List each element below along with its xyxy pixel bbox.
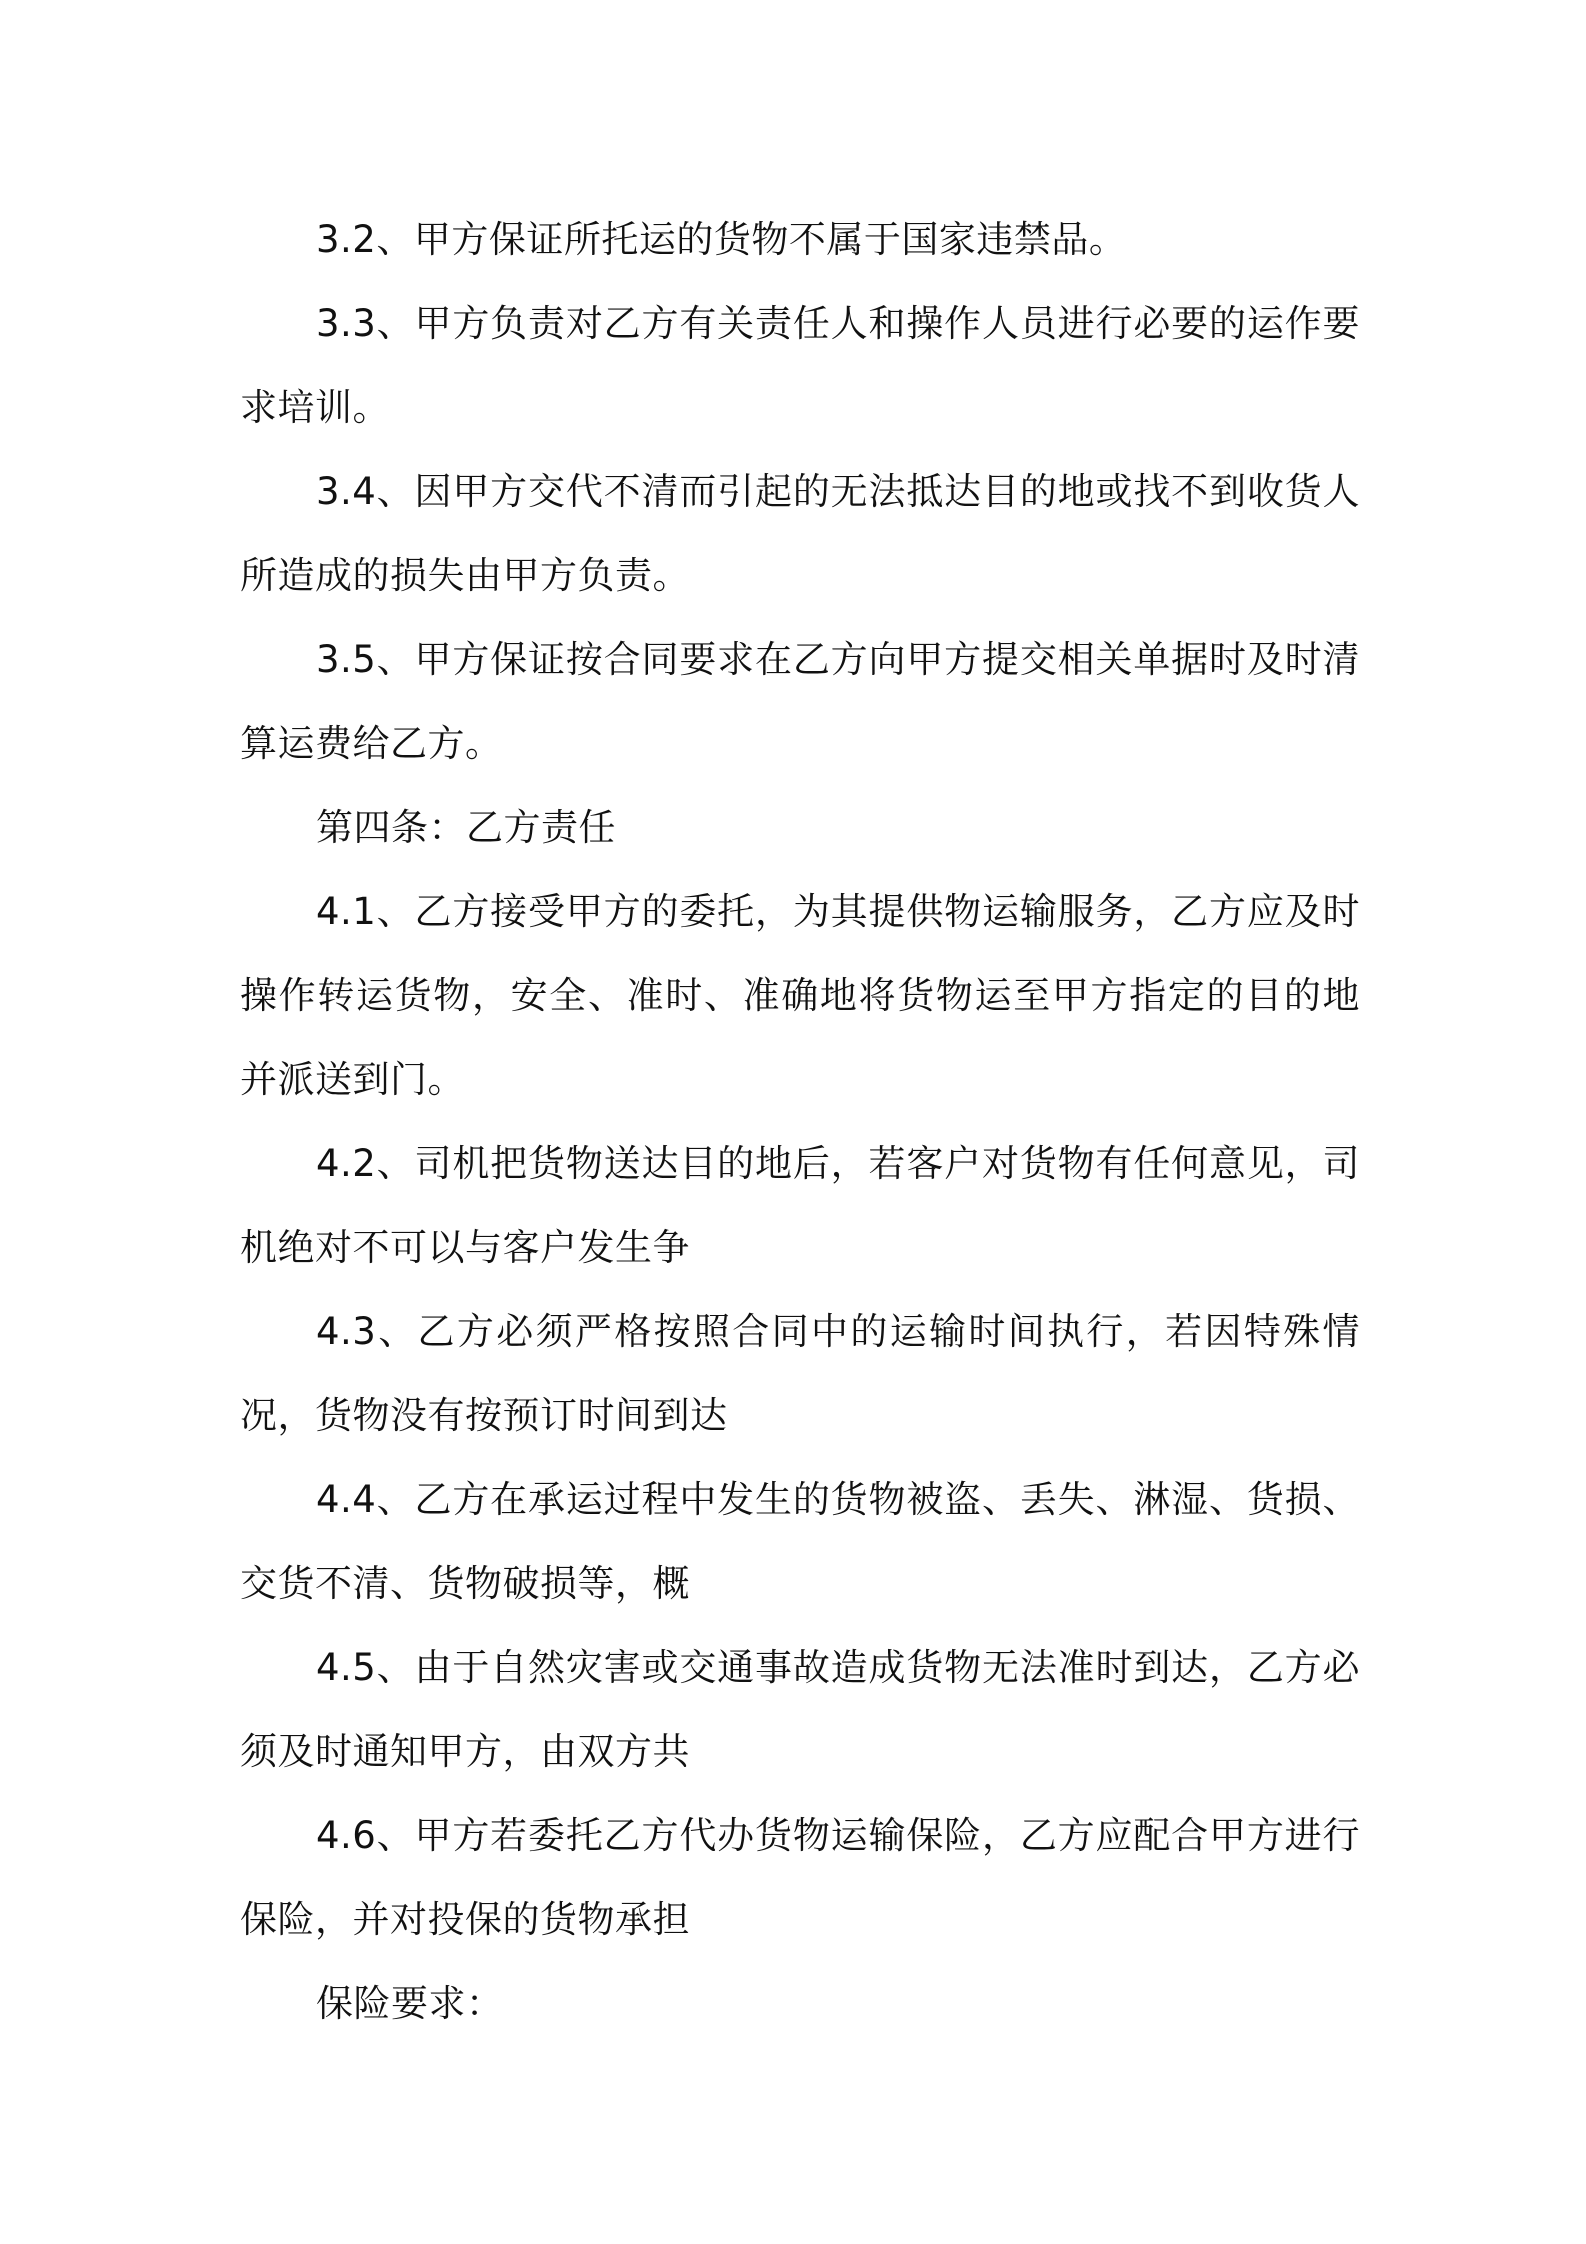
clause-4-5: 4.5、由于自然灾害或交通事故造成货物无法准时到达，乙方必须及时通知甲方，由双方共	[240, 1646, 1360, 1773]
clause-3-5: 3.5、甲方保证按合同要求在乙方向甲方提交相关单据时及时清算运费给乙方。	[240, 638, 1360, 765]
clause-3-3: 3.3、甲方负责对乙方有关责任人和操作人员进行必要的运作要求培训。	[240, 302, 1360, 429]
clause-4-3: 4.3、乙方必须严格按照合同中的运输时间执行，若因特殊情况，货物没有按预订时间到达	[240, 1310, 1360, 1437]
clause-4-6: 4.6、甲方若委托乙方代办货物运输保险，乙方应配合甲方进行保险，并对投保的货物承担	[240, 1814, 1360, 1941]
insurance-requirements-heading: 保险要求：	[316, 1982, 504, 2025]
clause-4-4: 4.4、乙方在承运过程中发生的货物被盗、丢失、淋湿、货损、交货不清、货物破损等，概	[240, 1478, 1360, 1605]
document-body	[240, 198, 1360, 2046]
clause-4-2: 4.2、司机把货物送达目的地后，若客户对货物有任何意见，司机绝对不可以与客户发生争	[240, 1142, 1360, 1269]
article-4-heading: 第四条：乙方责任	[316, 806, 616, 849]
clause-3-2: 3.2、甲方保证所托运的货物不属于国家违禁品。	[316, 218, 1127, 261]
clause-4-1: 4.1、乙方接受甲方的委托，为其提供物运输服务，乙方应及时操作转运货物，安全、准时、准确地将货物运至甲方指定的目的地并派送到门。	[240, 890, 1360, 1101]
clause-3-4: 3.4、因甲方交代不清而引起的无法抵达目的地或找不到收货人所造成的损失由甲方负责。	[240, 470, 1360, 597]
